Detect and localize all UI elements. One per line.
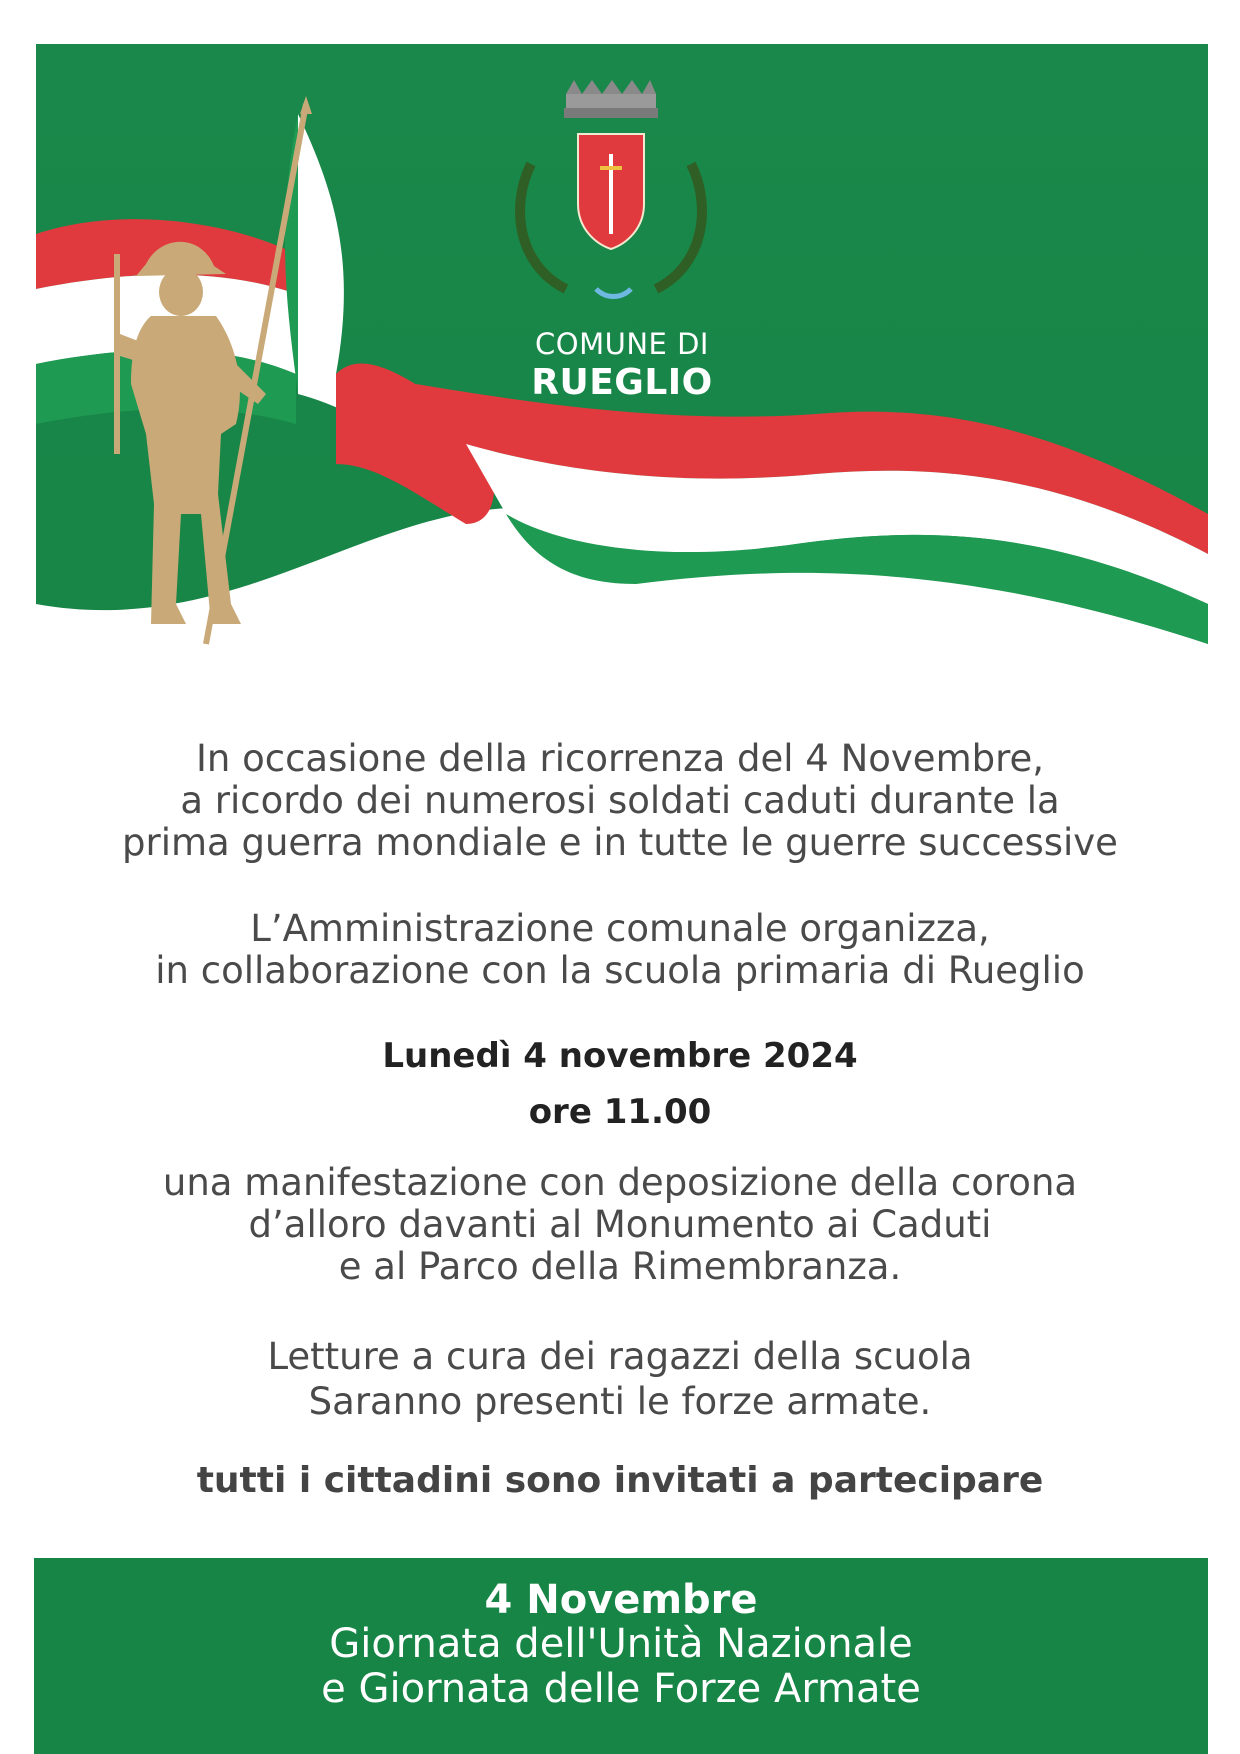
intro-line: prima guerra mondiale e in tutte le guerre successive xyxy=(122,821,1118,864)
description-paragraph xyxy=(0,1162,1240,1288)
intro-line: a ricordo dei numerosi soldati caduti durante la xyxy=(180,779,1060,822)
coat-of-arms xyxy=(520,80,702,297)
footer-line: e Giornata delle Forze Armate xyxy=(321,1666,921,1712)
footer-title: 4 Novembre xyxy=(484,1577,758,1623)
invitation-text: tutti i cittadini sono invitati a partecipare xyxy=(196,1460,1044,1501)
event-time: ore 11.00 xyxy=(528,1092,712,1132)
organizer-line: L’Amministrazione comunale organizza, xyxy=(250,907,990,950)
intro-line: In occasione della ricorrenza del 4 Novembre, xyxy=(195,737,1045,780)
description-line: d’alloro davanti al Monumento ai Caduti xyxy=(248,1203,992,1246)
intro-paragraph xyxy=(0,738,1240,864)
footer-line: Giornata dell'Unità Nazionale xyxy=(329,1621,913,1667)
organizer-line: in collaborazione con la scuola primaria di Rueglio xyxy=(155,949,1085,992)
footer-banner xyxy=(34,1558,1208,1754)
description-line: e al Parco della Rimembranza. xyxy=(338,1245,902,1288)
notes-line: Letture a cura dei ragazzi della scuola xyxy=(267,1335,973,1378)
notes-line: Saranno presenti le forze armate. xyxy=(308,1380,932,1423)
description-line: una manifestazione con deposizione della corona xyxy=(162,1161,1078,1204)
emblem-line-town-name: RUEGLIO xyxy=(531,362,713,403)
organizer-paragraph xyxy=(0,908,1240,992)
emblem-line-comune: COMUNE DI xyxy=(535,327,709,361)
event-date: Lunedì 4 novembre 2024 xyxy=(382,1036,858,1076)
notes-paragraph xyxy=(0,1334,1240,1424)
event-datetime xyxy=(0,1028,1240,1140)
header-banner xyxy=(36,44,1208,674)
